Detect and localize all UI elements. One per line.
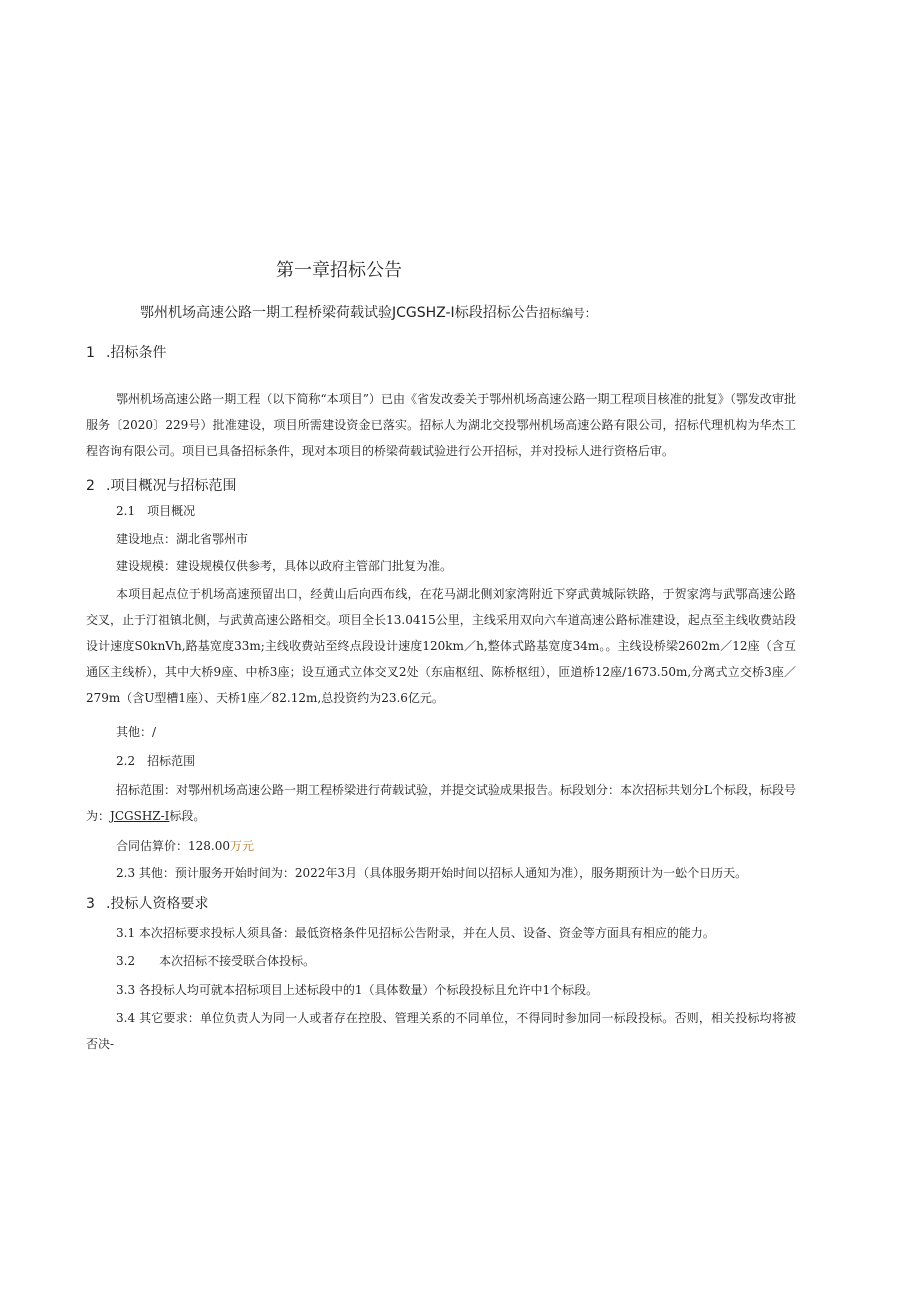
section-number: 3: [86, 896, 95, 912]
paragraph-3-4: 3.4 其它要求：单位负责人为同一人或者存在控股、管理关系的不同单位，不得同时参加同一标段投标。否则，相关投标均将被否决-: [86, 1011, 796, 1051]
section-heading-1: [86, 342, 166, 362]
line-3-3: 3.3 各投标人均可就本招标项目上述标段中的1（具体数量）个标段投标且允许中1个标段。: [116, 983, 599, 997]
line-2-3: 2.3 其他：预计服务开始时间为：2022年3月（具体服务期开始时间以招标人通知为准），服务期预计为一蚣个日历天。: [116, 866, 748, 880]
line-contract-price: [116, 833, 254, 859]
chapter-title: 第一章招标公告: [276, 260, 402, 281]
line-3-1: 3.1 本次招标要求投标人须具备：最低资格条件见招标公告附录，并在人员、设备、资金等方面具有相应的能力。: [116, 926, 715, 940]
section-number: 1: [86, 345, 95, 361]
subtitle-main: 鄂州机场高速公路一期工程桥梁荷载试验JCGSHZ-I标段招标公告: [140, 305, 539, 321]
paragraph-tender-scope: [86, 777, 796, 829]
lot-code: JCGSHZ-I: [110, 809, 170, 823]
section-heading-2: [86, 475, 236, 495]
scope-text: 招标范围：对鄂州机场高速公路一期工程桥梁进行荷载试验，并提交试验成果报告。标段划分：本次招标共划分L个标段，标段号为：: [86, 783, 796, 823]
line-2-2: 2.2 招标范围: [116, 754, 196, 768]
announcement-subtitle: [140, 302, 596, 322]
section-number: 2: [86, 478, 95, 494]
line-construction-scale: 建设规模：建设规模仅供参考，具体以政府主管部门批复为准。: [116, 559, 453, 573]
scope-text-end: 标段。: [169, 809, 206, 823]
section-title: .投标人资格要求: [106, 896, 209, 912]
section-title: .项目概况与招标范围: [106, 478, 237, 494]
section-title: .招标条件: [106, 345, 167, 361]
line-construction-site: 建设地点：湖北省鄂州市: [116, 532, 249, 546]
contract-price-unit: 万元: [230, 839, 255, 853]
paragraph-project-overview: 本项目起点位于机场高速预留出口，经黄山后向西布线，在花马湖北侧刘家湾附近下穿武黄城际铁路，于贺家湾与武鄂高速公路交叉，止于汀祖镇北侧，与武黄高速公路相交。项目全长13.0415公里，主线采用双向六车道高速公路标准建设，起点至主线收费站段设计速度S0knVh,路基宽度33m;主线收费站至终点段设计速度120km／h,整体式路基宽度34m。。主线设桥梁2602m／12座（含互通区主线桥），其中大桥9座、中桥3座；设互通式立体交叉2处（东庙枢纽、陈桥枢纽），匝道桥12座/1673.50m,分离式立交桥3座／279m（含U型槽1座）、天桥1座／82.12m,总投资约为23.6亿元。: [86, 587, 796, 705]
line-3-2: 3.2 本次招标不接受联合体投标。: [116, 954, 316, 968]
line-other: 其他：/: [116, 725, 157, 739]
line-2-1: 2.1 项目概况: [116, 504, 196, 518]
section-heading-3: [86, 893, 208, 913]
subtitle-tail: 招标编号：: [538, 306, 597, 320]
paragraph-tender-conditions: 鄂州机场高速公路一期工程（以下简称“本项目”）已由《省发改委关于鄂州机场高速公路一期工程项目核准的批复》（鄂发改审批服务〔2020〕229号）批准建设，项目所需建设资金已落实。招标人为湖北交投鄂州机场高速公路有限公司，招标代理机构为华杰工程咨询有限公司。项目已具备招标条件，现对本项目的桥梁荷载试验进行公开招标，并对投标人进行资格后审。: [86, 392, 796, 458]
contract-price-label: 合同估算价：128.00: [116, 839, 230, 853]
